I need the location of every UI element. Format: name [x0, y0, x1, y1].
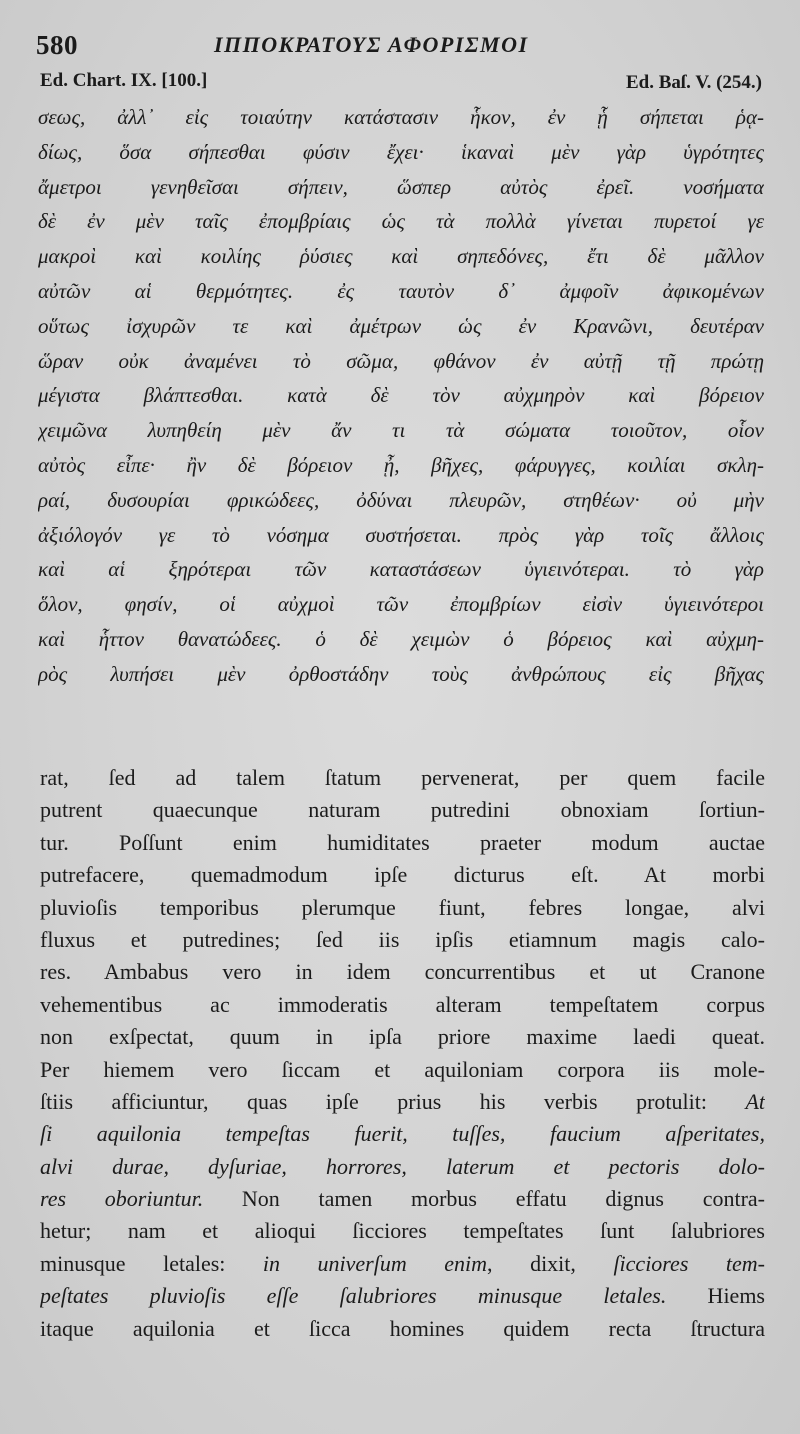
edition-reference-basel: Ed. Baſ. V. (254.) — [625, 72, 762, 93]
greek-text-line: σεως, ἀλλ᾽ εἰς τοιαύτην κατάστασιν ἧκον, ἐν ᾗ σήπεται ῥᾳ- — [38, 105, 764, 129]
page-number: 580 — [36, 30, 78, 60]
latin-text-line — [40, 794, 765, 826]
latin-text-line — [40, 1151, 765, 1183]
latin-text-line — [40, 989, 765, 1021]
page-header — [36, 30, 766, 64]
latin-text-line — [40, 1183, 765, 1215]
text-segment: minusque letales: — [40, 1250, 263, 1276]
text-segment: res. Ambabus vero in idem concurrentibus et ut Cranone — [40, 959, 765, 985]
greek-text-line: ρὸς λυπήσει μὲν ὀρθοστάδην τοὺς ἀνθρώπους εἰς βῆχας — [38, 661, 764, 686]
latin-text-line — [40, 956, 765, 988]
text-segment: itaque aquilonia et ſicca homines quidem recta ſtructura — [40, 1315, 765, 1341]
italic-quotation-segment: alvi durae, dyſuriae, horrores, laterum et pectoris dolo- — [40, 1153, 765, 1179]
text-segment: Non tamen morbus effatu dignus contra- — [203, 1186, 765, 1212]
greek-text-line: ἄμετροι γενηθεῖσαι σήπειν, ὥσπερ αὐτὸς ἐρεῖ. νοσήματα — [38, 174, 764, 199]
latin-text-line — [40, 1313, 765, 1345]
text-segment: ſtiis afficiuntur, quas ipſe prius his verbis protulit: — [40, 1088, 746, 1114]
text-segment: putrent quaecunque naturam putredini obnoxiam ſortiun- — [40, 797, 765, 823]
greek-text-line: μέγιστα βλάπτεσθαι. κατὰ δὲ τὸν αὐχμηρὸν καὶ βόρειον — [38, 383, 764, 408]
greek-text-line: δὲ ἐν μὲν ταῖς ἐπομβρίαις ὡς τὰ πολλὰ γίνεται πυρετοί γε — [38, 209, 764, 234]
latin-text-line — [40, 924, 765, 956]
latin-text-line — [40, 1118, 765, 1150]
italic-quotation-segment: res oboriuntur. — [40, 1186, 204, 1212]
greek-text-line: δίως, ὅσα σήπεσθαι φύσιν ἔχει· ἱκαναὶ μὲν γὰρ ὑγρότητες — [38, 139, 764, 164]
text-segment: vehementibus ac immoderatis alteram tempeſtatem corpus — [40, 991, 765, 1017]
text-segment: Hiems — [666, 1283, 765, 1309]
greek-text-line: ὥραν οὐκ ἀναμένει τὸ σῶμα, φθάνον ἐν αὐτῇ τῇ πρώτῃ — [38, 348, 764, 373]
text-segment: non exſpectat, quum in ipſa priore maxime laedi queat. — [40, 1024, 765, 1050]
text-segment: fluxus et putredines; ſed iis ipſis etiamnum magis calo- — [40, 926, 765, 952]
greek-text-line: καὶ αἱ ξηρότεραι τῶν καταστάσεων ὑγιεινότεραι. τὸ γὰρ — [38, 557, 764, 582]
greek-text-line: οὕτως ἰσχυρῶν τε καὶ ἀμέτρων ὡς ἐν Κρανῶνι, δευτέραν — [38, 313, 764, 338]
greek-text-line: ραί, δυσουρίαι φρικώδεες, ὀδύναι πλευρῶν, στηθέων· οὐ μὴν — [38, 487, 764, 512]
latin-text-line — [40, 1021, 765, 1053]
running-title: ΙΠΠΟΚΡΑΤΟΥΣ ΑΦΟΡΙΣΜΟΙ — [214, 32, 529, 57]
latin-text-line — [40, 1086, 765, 1118]
latin-translation-block — [40, 762, 765, 1345]
text-segment: , dixit, — [487, 1250, 614, 1276]
text-segment: pluvioſis temporibus plerumque fiunt, febres longae, alvi — [40, 894, 765, 920]
edition-references — [40, 70, 762, 94]
latin-text-line — [40, 1248, 765, 1280]
greek-text-block — [38, 100, 764, 692]
text-segment: tur. Poſſunt enim humiditates praeter modum auctae — [40, 829, 765, 855]
text-segment: rat, ſed ad talem ſtatum pervenerat, per quem facile — [40, 765, 765, 790]
latin-text-line — [40, 762, 765, 794]
latin-text-line — [40, 1054, 765, 1086]
latin-text-line — [40, 1280, 765, 1312]
italic-quotation-segment: ſicciores tem- — [613, 1250, 765, 1276]
greek-text-line: ἀξιόλογόν γε τὸ νόσημα συστήσεται. πρὸς γὰρ τοῖς ἄλλοις — [38, 522, 764, 547]
italic-quotation-segment: ſi aquilonia tempeſtas fuerit, tuſſes, faucium aſperitates, — [40, 1121, 765, 1147]
text-segment: hetur; nam et alioqui ſicciores tempeſtates ſunt ſalubriores — [40, 1218, 765, 1244]
greek-text-line: αὐτῶν αἱ θερμότητες. ἐς ταυτὸν δ᾽ ἀμφοῖν ἀφικομένων — [38, 278, 764, 303]
greek-text-line: χειμῶνα λυπηθείη μὲν ἄν τι τὰ σώματα τοιοῦτον, οἷον — [38, 418, 764, 443]
latin-text-line — [40, 1215, 765, 1247]
latin-text-line — [40, 892, 765, 924]
greek-text-line: καὶ ἧττον θανατώδεες. ὁ δὲ χειμὼν ὁ βόρειος καὶ αὐχμη- — [38, 626, 764, 651]
greek-text-line: αὐτὸς εἶπε· ἢν δὲ βόρειον ᾖ, βῆχες, φάρυγγες, κοιλίαι σκλη- — [38, 452, 764, 477]
latin-text-line — [40, 859, 765, 891]
italic-quotation-segment: in univerſum enim — [262, 1250, 488, 1276]
greek-text-line: ὅλον, φησίν, οἱ αὐχμοὶ τῶν ἐπομβρίων εἰσὶν ὑγιεινότεροι — [38, 592, 764, 617]
latin-text-line — [40, 827, 765, 859]
italic-quotation-segment: peſtates pluvioſis eſſe ſalubriores minusque letales. — [40, 1283, 667, 1309]
edition-reference-chartier: Ed. Chart. IX. [100.] — [40, 70, 208, 91]
text-segment: putrefacere, quemadmodum ipſe dicturus eſt. At morbi — [40, 862, 765, 888]
italic-quotation-segment: At — [745, 1088, 765, 1114]
greek-text-line: μακροὶ καὶ κοιλίης ῥύσιες καὶ σηπεδόνες, ἔτι δὲ μᾶλλον — [38, 244, 764, 269]
text-segment: Per hiemem vero ſiccam et aquiloniam corpora iis mole- — [40, 1056, 765, 1082]
